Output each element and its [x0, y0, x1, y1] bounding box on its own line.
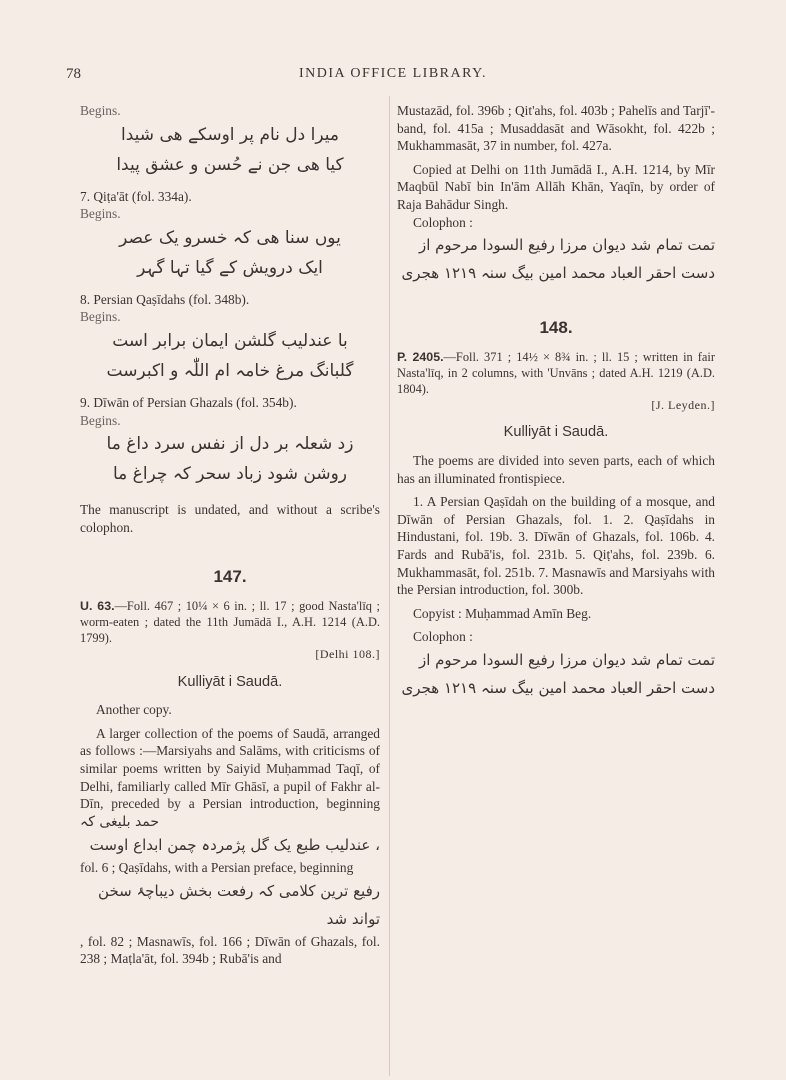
persian-quote: رفیع ترین کلامی کہ رفعت بخش دیباچۂ سخن تواند شد — [98, 881, 380, 928]
page-header — [0, 66, 786, 88]
entry-number: 147. — [213, 567, 247, 587]
provenance: [J. Leyden.] — [651, 397, 715, 412]
provenance: [Delhi 108.] — [315, 646, 380, 661]
colophon-line: تمت تمام شد دیوان مرزا رفیع السودا مرحوم از — [418, 236, 715, 255]
persian-verse: روشن شود زباد سحر کہ چراغ ما — [112, 464, 347, 485]
colophon-line: دست احقر العباد محمد امین بیگ سنہ ۱۲۱۹ ھجری — [401, 678, 715, 697]
entry-title: Kulliyāt i Saudā. — [503, 424, 609, 441]
shelfmark: U. 63. — [80, 598, 115, 613]
right-column — [397, 102, 715, 702]
shelfmark: P. 2405. — [397, 349, 444, 364]
page-number: 78 — [66, 66, 81, 82]
paragraph: , fol. 82 ; Masnawīs, fol. 166 ; Dīwān of Ghazals, fol. 238 ; Maṭla'āt, fol. 394b ; Rubā'is and — [80, 933, 380, 967]
left-column — [80, 102, 380, 968]
paragraph: A larger collection of the poems of Saudā, arranged as follows :—Marsiyahs and Salāms, with criticisms of similar poems written by Saiyid Muḥammad Taqī, of Delhi, familiarly called Mīr Ghāsī, a pupil of Fakhr al-Dīn, preceded by a Persian introduction, beginning حمد بلیغی کہ — [80, 725, 380, 830]
persian-verse: میرا دل نام پر اوسکے ھی شیدا — [121, 124, 339, 145]
paragraph: Mustazād, fol. 396b ; Qit'ahs, fol. 403b ; Pahelīs and Tarjī'-band, fol. 415a ; Musaddasāt and Wāsokht, fol. 422b ; Mukhammasāt, 37 in number, fol. 427a. — [397, 103, 715, 154]
paragraph: Another copy. — [96, 702, 172, 718]
begins-label: Begins. — [80, 309, 121, 325]
entry-description: U. 63.—Foll. 467 ; 10¼ × 6 in. ; ll. 17 ; good Nasta'līq ; worm-eaten ; dated the 11th Jumādā I., A.H. 1214 (A.D. 1799). — [80, 598, 380, 645]
paragraph: The poems are divided into seven parts, each of which has an illuminated frontispiece. — [397, 452, 715, 486]
persian-verse: گلبانگ مرغ خامہ ام اللّٰہ و اکبرست — [106, 360, 354, 381]
persian-verse: کیا ھی جن نے حُسن و عشق پیدا — [116, 154, 344, 175]
paragraph: Copyist : Muḥammad Amīn Beg. — [413, 605, 592, 621]
persian-quote: حمد بلیغی کہ — [80, 813, 160, 830]
persian-verse: با عندلیب گلشن ایمان برابر است — [112, 330, 348, 351]
begins-label: Begins. — [80, 206, 121, 222]
colophon-label: Colophon : — [413, 214, 473, 230]
paragraph: 1. A Persian Qaṣīdah on the building of a mosque, and Dīwān of Persian Ghazals, fol. 1. 2. Qaṣīdahs in Hindustani, fol. 19b. 3. Dīwān of Ghazals, fol. 106b. 4. Fards and Rubā'is, fol. 231b. 5. Qiṭ'ahs, fol. 239b. 6. Mukhammasāt, fol. 251b. 7. Masnawīs and Marsiyahs with the Persian introduction, fol. 300b. — [397, 494, 715, 598]
paragraph: Copied at Delhi on 11th Jumādā I., A.H. 1214, by Mīr Maqbūl Nabī bin In'ām Allāh Khān, Yaqīn, by order of Raja Bahādur Singh. — [397, 161, 715, 212]
begins-label: Begins. — [80, 103, 121, 118]
column-divider — [389, 96, 390, 1076]
list-item: 9. Dīwān of Persian Ghazals (fol. 354b). — [80, 394, 297, 410]
paragraph: fol. 6 ; Qaṣīdahs, with a Persian preface, beginning — [80, 860, 354, 876]
entry-number: 148. — [539, 318, 573, 338]
persian-verse: ایک درویش کے گیا تہا گہر — [137, 257, 323, 278]
entry-description: P. 2405.—Foll. 371 ; 14½ × 8¾ in. ; ll. 15 ; written in fair Nasta'līq, in 2 columns, with 'Unvāns ; dated A.H. 1219 (A.D. 1804). — [397, 349, 715, 396]
list-item: 7. Qiṭa'āt (fol. 334a). — [80, 188, 192, 204]
colophon-line: دست احقر العباد محمد امین بیگ سنہ ۱۲۱۹ ھجری — [401, 264, 715, 283]
colophon-label: Colophon : — [413, 629, 473, 645]
note-paragraph: The manuscript is undated, and without a scribe's colophon. — [80, 502, 380, 535]
persian-verse: یوں سنا ھی کہ خسرو یک عصر — [119, 227, 341, 248]
running-title: INDIA OFFICE LIBRARY. — [299, 66, 487, 81]
begins-label: Begins. — [80, 412, 121, 428]
entry-title: Kulliyāt i Saudā. — [177, 673, 283, 690]
colophon-text — [397, 231, 715, 287]
list-item: 8. Persian Qaṣīdahs (fol. 348b). — [80, 291, 250, 307]
persian-quote: ، عندلیب طبع یک گل پژمردہ چمن ابداع اوست — [89, 836, 380, 855]
persian-verse: زد شعلہ بر دل از نفس سرد داغ ما — [106, 434, 354, 455]
colophon-line: تمت تمام شد دیوان مرزا رفیع السودا مرحوم از — [418, 650, 715, 669]
